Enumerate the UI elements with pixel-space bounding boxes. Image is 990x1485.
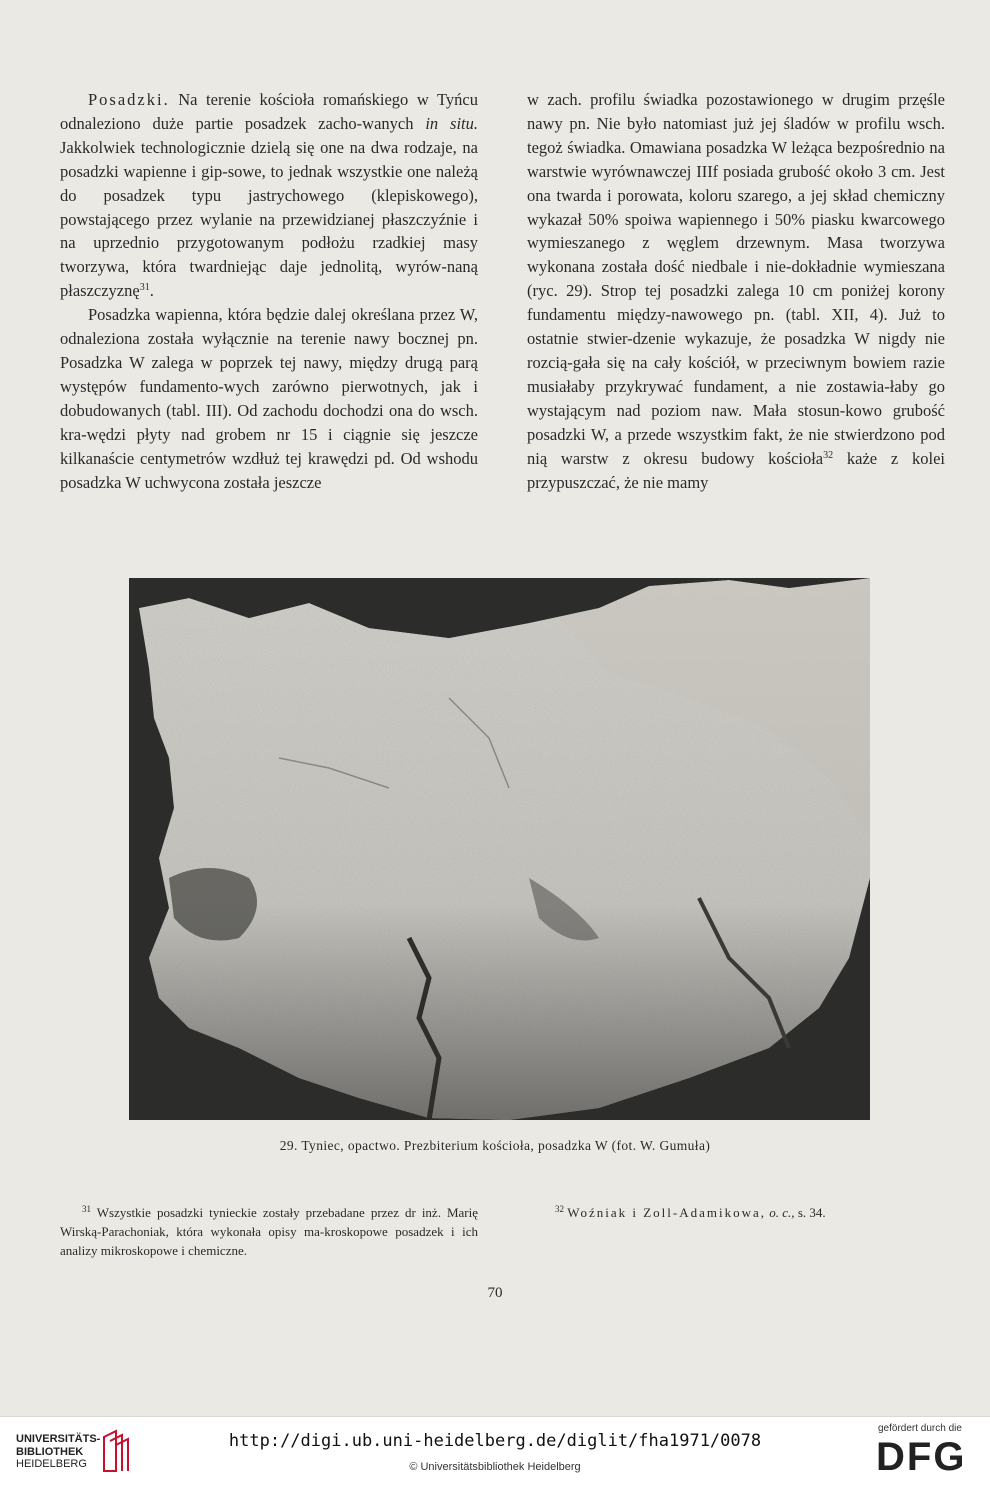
figure-caption: 29. Tyniec, opactwo. Prezbiterium kościoła, posadzka W (fot. W. Gumuła)	[279, 1138, 711, 1153]
dfg-logo[interactable]: DFG	[876, 1435, 967, 1479]
footnote-ref-31[interactable]: 31	[139, 282, 150, 294]
text-column-left	[60, 88, 478, 494]
library-name-line: UNIVERSITÄTS-	[16, 1433, 101, 1445]
viewer-footer	[0, 1416, 990, 1485]
floor-photo-illustration	[129, 578, 870, 1120]
figure-photo-floor	[129, 578, 870, 1120]
permalink-url[interactable]: http://digi.ub.uni-heidelberg.de/diglit/fha1971/0078	[228, 1431, 762, 1451]
paragraph-text: Jakkolwiek technologicznie dzielą się one na dwa rodzaje, na posadzki wapienne i gip-sowe, to jednak wszystkie one należą do posadzek typu jastrychowego (klepiskowego), powstającego przez wylanie na przewidzianej płaszczyźnie i na uprzednio przygotowanym podłożu rzadkiej masy tworzywa, która twardniejąc daje jednolitą, wyrów-naną płaszczyznę	[60, 137, 478, 301]
library-name-line: HEIDELBERG	[16, 1458, 87, 1470]
paragraph-text: .	[149, 281, 154, 301]
footnote-32	[555, 1203, 945, 1222]
library-name-line: BIBLIOTHEK	[16, 1445, 84, 1458]
paragraph-continuation	[527, 88, 945, 494]
page-number: 70	[487, 1285, 503, 1301]
paragraph-posadzki	[60, 88, 478, 303]
footnote-mark: 31	[82, 1204, 91, 1214]
footnote-authors: Woźniak i Zoll-Adamikowa,	[567, 1205, 767, 1220]
paragraph-text: Na terenie kościoła romańskiego w Tyńcu odnaleziono duże partie posadzek zacho-wanych	[60, 90, 478, 133]
footnote-page: s. 34.	[797, 1205, 826, 1220]
footnote-text: Wszystkie posadzki tynieckie zostały przebadane przez dr inż. Marię Wirską-Parachoniak, która wykonała opisy ma-kroskopowe posadzek i ich analizy mikroskopowe i chemiczne.	[60, 1205, 479, 1258]
footnote-31	[60, 1203, 478, 1260]
copyright-notice: © Universitätsbibliothek Heidelberg	[409, 1461, 581, 1473]
paragraph-posadzka-wapienna: Posadzka wapienna, która będzie dalej określana przez W, odnaleziona została wyłącznie na terenie nawy bocznej pn. Posadzka W zalega w poprzek tej nawy, między drugą parą występów fundamento-wych zarówno pierwotnych, jak i dobudowanych (tabl. III). Od zachodu dochodzi ona do wsch. kra-wędzi płyty nad grobem nr 15 i ciągnie się jeszcze kilkanaście centymetrów wzdłuż tej krawędzi pd. Od wshodu posadzka W uchwycona została jeszcze	[60, 305, 478, 492]
paragraph-text: każe z kolei przypuszczać, że nie mamy	[527, 448, 945, 492]
footnote-italic: o. c.,	[769, 1205, 795, 1220]
footnote-ref-32[interactable]: 32	[823, 449, 834, 461]
section-label: Posadzki.	[88, 90, 170, 109]
italic-term: in situ.	[425, 113, 478, 133]
floor-shading	[139, 578, 870, 1120]
paragraph-text: w zach. profilu świadka pozostawionego w drugim przęśle nawy pn. Nie było natomiast już jej śladów w profilu wsch. tegoż świadka. Omawiana posadzka W leżąca bezpośrednio na warstwie wyrównawczej IIIf posiada grubość około 3 cm. Jest ona twarda i porowata, koloru szarego, a jej skład chemiczny wykazał 50% spoiwa wapiennego i 50% piasku kwarcowego wymieszanego z węglem drzewnym. Masa tworzywa wykonana została dość niedbale i nie-dokładnie wymieszana (ryc. 29). Strop tej posadzki zalega 10 cm poniżej korony fundamentu między-nawowego pn. (tabl. XII, 4). Już to ostatnie stwier-dzenie wykazuje, że posadzka W nigdy nie rozcią-gała się na cały kościół, w przeciwnym bowiem razie musiałaby przykrywać fundament, a nie zostawia-łaby go wystającym nad poziom naw. Mała stosun-kowo grubość posadzki W, a przede wszystkim fakt, że nie stwierdzono pod nią warstw z okresu budowy kościoła	[527, 90, 945, 468]
footnote-mark: 32	[555, 1204, 564, 1214]
funder-label: gefördert durch die	[878, 1423, 962, 1434]
text-column-right	[527, 88, 945, 494]
